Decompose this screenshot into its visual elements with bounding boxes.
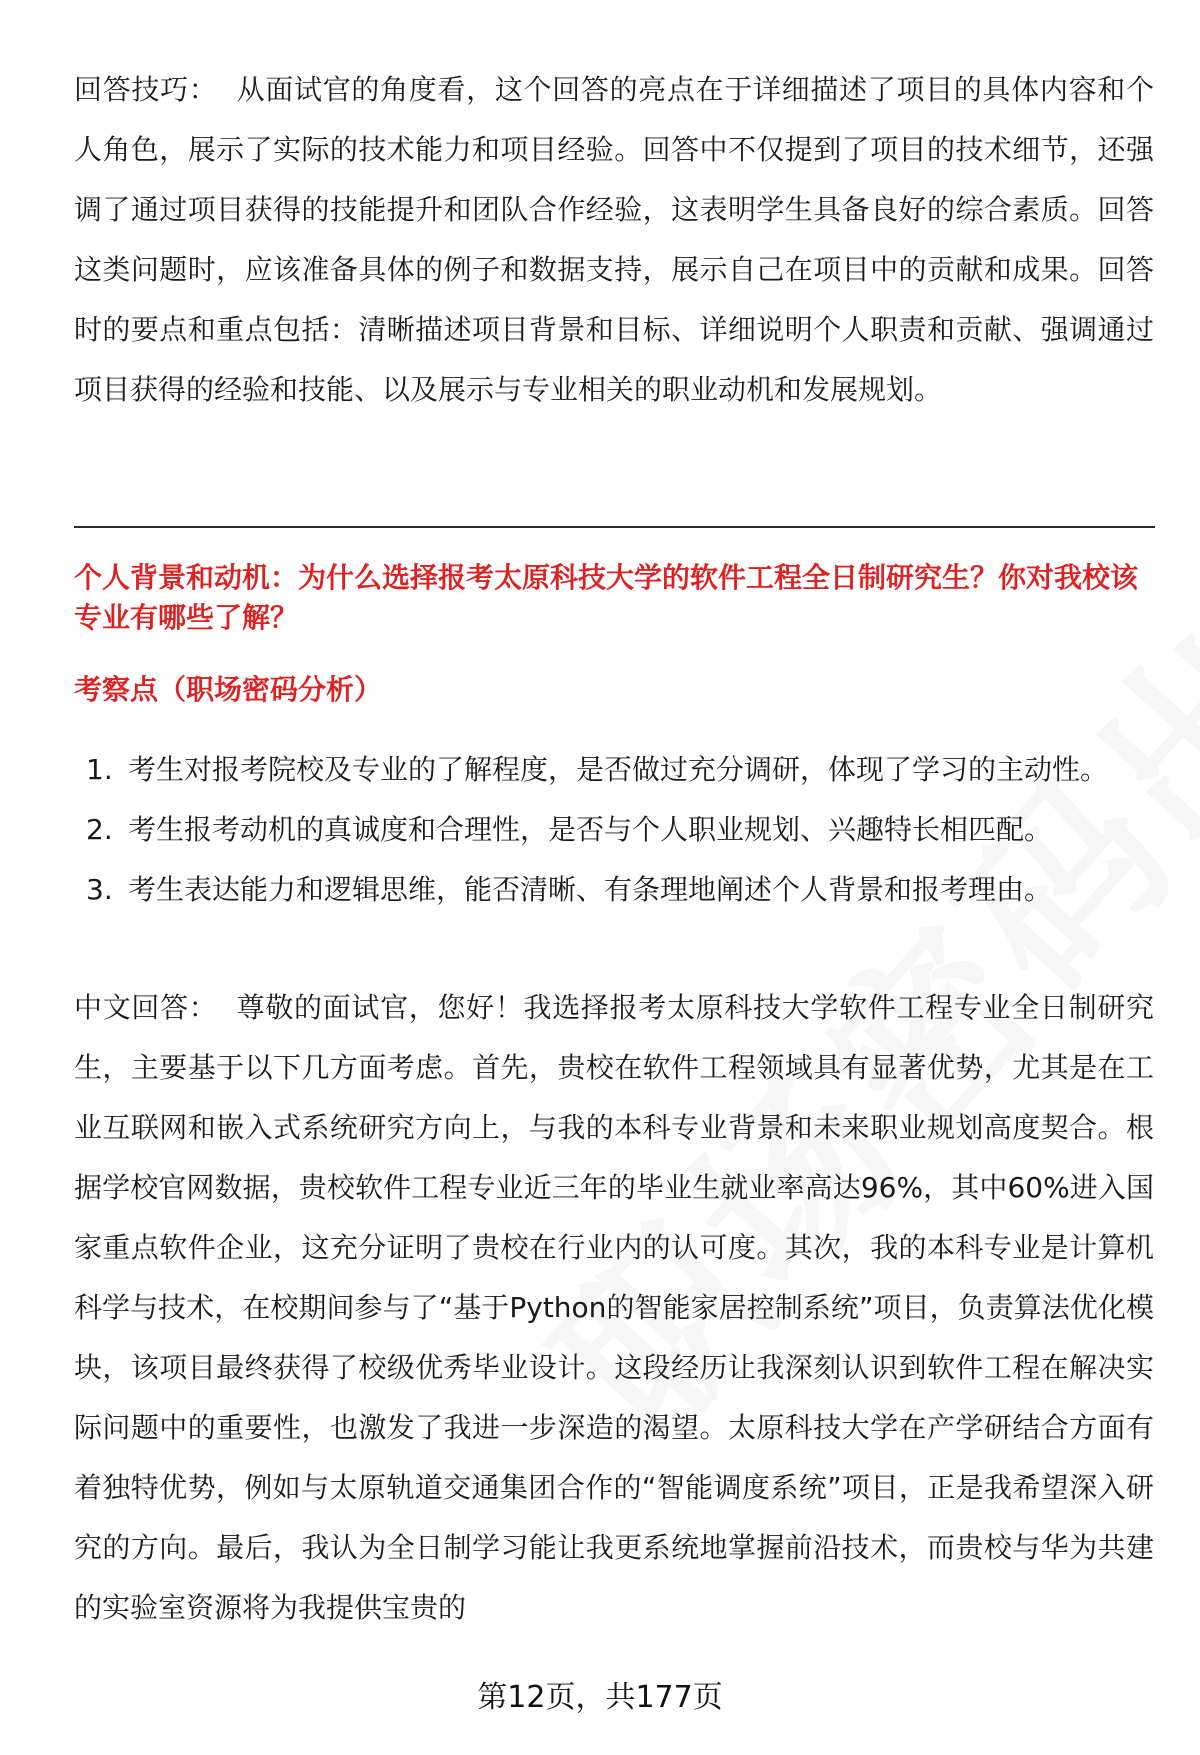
list-item	[74, 740, 1154, 800]
list-item-number: 2.	[86, 813, 113, 846]
answer-label: 中文回答：	[74, 991, 218, 1024]
question-title: 个人背景和动机：为什么选择报考太原科技大学的软件工程全日制研究生？你对我校该专业有哪些了解？	[74, 561, 1139, 634]
assessment-heading: 考察点（职场密码分析）	[74, 673, 383, 706]
list-item-text: 考生表达能力和逻辑思维，能否清晰、有条理地阐述个人背景和报考理由。	[128, 873, 1053, 906]
list-item-text: 考生对报考院校及专业的了解程度，是否做过充分调研，体现了学习的主动性。	[128, 753, 1109, 786]
list-item	[74, 860, 1154, 920]
assessment-points-list	[74, 740, 1154, 920]
tip-label: 回答技巧：	[74, 73, 218, 106]
tip-paragraph	[74, 60, 1154, 420]
list-item	[74, 800, 1154, 860]
list-item-number: 3.	[86, 873, 113, 906]
section-divider	[74, 526, 1155, 528]
list-item-number: 1.	[86, 753, 113, 786]
answer-paragraph	[74, 978, 1154, 1638]
tip-text: 从面试官的角度看，这个回答的亮点在于详细描述了项目的具体内容和个人角色，展示了实际的技术能力和项目经验。回答中不仅提到了项目的技术细节，还强调了通过项目获得的技能提升和团队合作经验，这表明学生具备良好的综合素质。回答这类问题时，应该准备具体的例子和数据支持，展示自己在项目中的贡献和成果。回答时的要点和重点包括：清晰描述项目背景和目标、详细说明个人职责和贡献、强调通过项目获得的经验和技能、以及展示与专业相关的职业动机和发展规划。	[74, 73, 1154, 406]
answer-section	[74, 978, 1154, 1638]
list-item-text: 考生报考动机的真诚度和合理性，是否与个人职业规划、兴趣特长相匹配。	[128, 813, 1053, 846]
page-number: 第12页，共177页	[477, 1680, 723, 1715]
answer-text: 尊敬的面试官，您好！我选择报考太原科技大学软件工程专业全日制研究生，主要基于以下几方面考虑。首先，贵校在软件工程领域具有显著优势，尤其是在工业互联网和嵌入式系统研究方向上，与我的本科专业背景和未来职业规划高度契合。根据学校官网数据，贵校软件工程专业近三年的毕业生就业率高达96%，其中60%进入国家重点软件企业，这充分证明了贵校在行业内的认可度。其次，我的本科专业是计算机科学与技术，在校期间参与了“基于Python的智能家居控制系统”项目，负责算法优化模块，该项目最终获得了校级优秀毕业设计。这段经历让我深刻认识到软件工程在解决实际问题中的重要性，也激发了我进一步深造的渴望。太原科技大学在产学研结合方面有着独特优势，例如与太原轨道交通集团合作的“智能调度系统”项目，正是我希望深入研究的方向。最后，我认为全日制学习能让我更系统地掌握前沿技术，而贵校与华为共建的实验室资源将为我提供宝贵的	[74, 991, 1154, 1624]
tip-section	[74, 60, 1154, 420]
